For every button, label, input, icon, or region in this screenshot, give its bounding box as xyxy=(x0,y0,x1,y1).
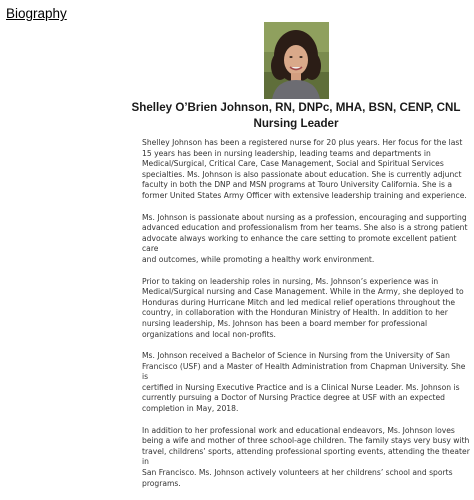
profile-header xyxy=(100,100,474,132)
bio-paragraph: Ms. Johnson is passionate about nursing as a profession, encouraging and supporting advanced education and professionalism from her teams. She also is a strong patient advocate always working to enhance the care setting to promote excellent patient care and outcomes, while promoting a healthy work environment. xyxy=(142,212,468,264)
biography-text xyxy=(142,138,472,500)
portrait-image xyxy=(264,22,329,99)
profile-photo xyxy=(264,22,329,99)
bio-paragraph: In addition to her professional work and educational endeavors, Ms. Johnson loves being a wife and mother of three school-age children. The family stays very busy with travel, childrens’ sports, attending professional sporting events, attending the theater in San Francisco. Ms. Johnson actively volunteers at her childrens’ school and sports programs. xyxy=(142,425,470,488)
bio-paragraph: Shelley Johnson has been a registered nurse for 20 plus years. Her focus for the last 15 years has been in nursing leadership, leading teams and departments in Medical/Surgical, Critical Care, Case Management, Social and Spiritual Services specialties. Ms. Johnson is also passionate about education. She is currently adjunct faculty in both the DNP and MSN programs at Touro University California. She is a former United States Army Officer with extensive leadership training and experience. xyxy=(142,138,467,200)
biography-heading-link[interactable]: Biography xyxy=(6,6,67,21)
bio-paragraph: Prior to taking on leadership roles in nursing, Ms. Johnson’s experience was in Medical/Surgical nursing and Case Management. While in the Army, she deployed to Honduras during Hurricane Mitch and led medical relief operations throughout the country, in collaboration with the Honduran Ministry of Health. In addition to her nursing leadership, Ms. Johnson has been a board member for professional organizations and local non-profits. xyxy=(142,276,464,339)
bio-paragraph: Ms. Johnson received a Bachelor of Science in Nursing from the University of San Francisco (USF) and a Master of Health Administration from Chapman University. She is certified in Nursing Executive Practice and is a Clinical Nurse Leader. Ms. Johnson is currently pursuing a Doctor of Nursing Practice degree at USF with an expected completion in May, 2018. xyxy=(142,351,466,414)
profile-name: Shelley O’Brien Johnson, RN, DNPc, MHA, BSN, CENP, CNL xyxy=(131,101,461,114)
profile-title: Nursing Leader xyxy=(253,117,339,130)
